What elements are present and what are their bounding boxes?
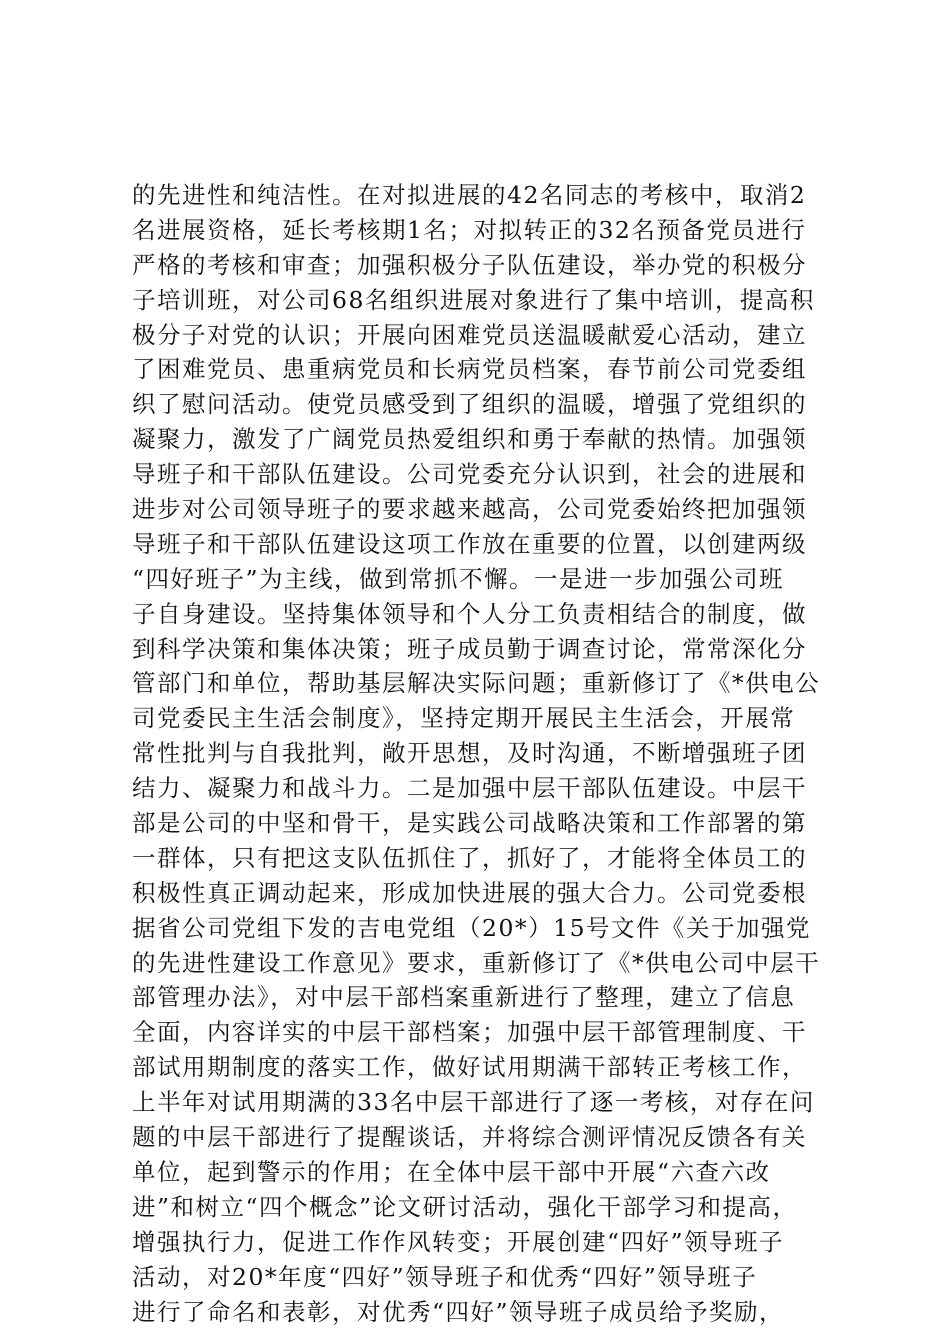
body-paragraph [132, 178, 832, 1329]
text-line-15: 管部门和单位，帮助基层解决实际问题；重新修订了《*供电公 [132, 669, 821, 698]
text-line-21: 积极性真正调动起来，形成加快进展的强大合力。公司党委根 [132, 878, 807, 907]
text-line-6: 了困难党员、患重病党员和长病党员档案，春节前公司党委组 [132, 355, 807, 384]
text-line-1: 的先进性和纯洁性。在对拟进展的42名同志的考核中，取消2 [132, 181, 807, 209]
text-line-2: 名进展资格，延长考核期1名；对拟转正的32名预备党员进行 [132, 215, 807, 244]
text-line-3: 严格的考核和审查；加强积极分子队伍建设，举办党的积极分 [132, 250, 807, 279]
text-line-14: 到科学决策和集体决策；班子成员勤于调查讨论，常常深化分 [132, 634, 807, 663]
text-line-28: 题的中层干部进行了提醒谈话，并将综合测评情况反馈各有关 [132, 1123, 807, 1152]
text-line-4: 子培训班，对公司68名组织进展对象进行了集中培训，提高积 [132, 285, 815, 314]
text-line-17: 常性批判与自我批判，敞开思想，及时沟通，不断增强班子团 [132, 739, 807, 768]
text-line-10: 进步对公司领导班子的要求越来越高，公司党委始终把加强领 [132, 495, 807, 524]
text-line-27: 上半年对试用期满的33名中层干部进行了逐一考核，对存在问 [132, 1088, 815, 1117]
text-line-19: 部是公司的中坚和骨干，是实践公司战略决策和工作部署的第 [132, 809, 807, 838]
text-line-8: 凝聚力，激发了广阔党员热爱组织和勇于奉献的热情。加强领 [132, 425, 807, 454]
text-line-7: 织了慰问活动。使党员感受到了组织的温暖，增强了党组织的 [132, 390, 807, 419]
text-line-29: 单位，起到警示的作用；在全体中层干部中开展“六查六改 [132, 1157, 771, 1186]
text-line-32: 活动，对20*年度“四好”领导班子和优秀“四好”领导班子 [132, 1262, 758, 1291]
text-line-24: 部管理办法》，对中层干部档案重新进行了整理，建立了信息 [132, 983, 796, 1012]
text-line-16: 司党委民主生活会制度》，坚持定期开展民主生活会，开展常 [132, 704, 796, 733]
text-line-23: 的先进性建设工作意见》要求，重新修订了《*供电公司中层干 [132, 948, 821, 977]
text-line-12: “四好班子”为主线，做到常抓不懈。一是进一步加强公司班 [132, 564, 785, 593]
text-line-31: 增强执行力，促进工作作风转变；开展创建“四好”领导班子 [132, 1227, 785, 1256]
text-line-9: 导班子和干部队伍建设。公司党委充分认识到，社会的进展和 [132, 460, 807, 489]
text-line-26: 部试用期制度的落实工作，做好试用期满干部转正考核工作， [132, 1053, 807, 1082]
text-line-22: 据省公司党组下发的吉电党组（20*）15号文件《关于加强党 [132, 913, 812, 942]
text-line-30: 进”和树立“四个概念”论文研讨活动，强化干部学习和提高， [132, 1192, 798, 1221]
text-line-13: 子自身建设。坚持集体领导和个人分工负责相结合的制度，做 [132, 599, 807, 628]
text-line-33: 进行了命名和表彰，对优秀“四好”领导班子成员给予奖励， [132, 1297, 785, 1326]
text-line-5: 极分子对党的认识；开展向困难党员送温暖献爱心活动，建立 [132, 320, 807, 349]
text-line-11: 导班子和干部队伍建设这项工作放在重要的位置，以创建两级 [132, 529, 807, 558]
text-line-25: 全面，内容详实的中层干部档案；加强中层干部管理制度、干 [132, 1018, 807, 1047]
text-line-20: 一群体，只有把这支队伍抓住了，抓好了，才能将全体员工的 [132, 843, 807, 872]
text-line-18: 结力、凝聚力和战斗力。二是加强中层干部队伍建设。中层干 [132, 774, 807, 803]
